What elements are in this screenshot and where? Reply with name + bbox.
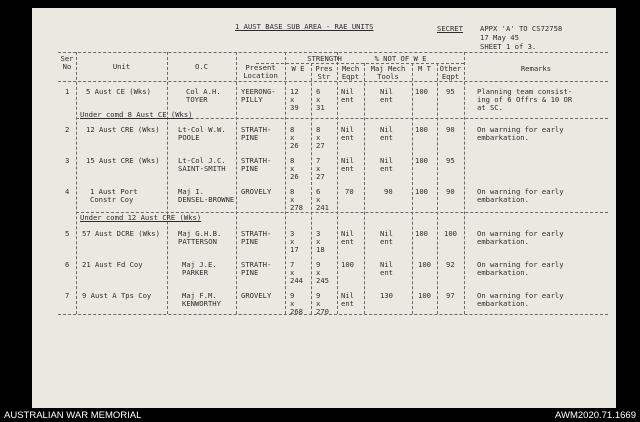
col-divider (76, 52, 77, 314)
cell-tools: Nil ent (380, 229, 393, 247)
cell-mt: 100 (418, 291, 431, 300)
cell-unit: 57 Aust DCRE (Wks) (82, 229, 160, 238)
cell-location: GROVELY (241, 291, 272, 300)
section-label: Under comd 8 Aust CE (Wks) (80, 110, 193, 119)
cell-ser: 5 (65, 229, 70, 238)
cell-unit: 9 Aust A Tps Coy (82, 291, 152, 300)
col-divider (167, 52, 168, 314)
header-remarks: Remarks (520, 64, 552, 73)
cell-unit: 15 Aust CRE (Wks) (86, 156, 160, 165)
col-divider (464, 52, 465, 314)
cell-tools: Nil ent (380, 87, 393, 105)
col-divider (285, 52, 286, 314)
cell-remarks: On warning for early embarkation. (477, 125, 564, 143)
cell-tools: Nil ent (380, 125, 393, 143)
cell-unit: 5 Aust CE (Wks) (86, 87, 151, 96)
col-divider (236, 52, 237, 314)
cell-oc: Lt-Col J.C. SAINT-SMITH (178, 156, 226, 174)
cell-location: STRATH- PINE (241, 156, 272, 174)
cell-mech: Nil ent (341, 229, 354, 247)
cell-location: GROVELY (241, 187, 272, 196)
header-unit: Unit (112, 62, 131, 71)
cell-pres: 8 x 27 (316, 125, 325, 151)
cell-mt: 100 (415, 87, 428, 96)
cell-oc: Maj G.H.B. PATTERSON (178, 229, 222, 247)
cell-remarks: On warning for early embarkation. (477, 260, 564, 278)
cell-ser: 6 (65, 260, 70, 269)
cell-ser: 7 (65, 291, 70, 300)
cell-oc: Maj J.E. PARKER (182, 260, 217, 278)
cell-mech: 100 (341, 260, 354, 269)
table-bottom-rule (58, 314, 608, 315)
cell-we: 8 x 26 (290, 125, 299, 151)
footer-institution: AUSTRALIAN WAR MEMORIAL (4, 410, 142, 421)
cell-mech: Nil ent (341, 125, 354, 143)
document-page (32, 8, 616, 408)
cell-tools: Nil ent (380, 156, 393, 174)
cell-oc: Lt-Col W.W. POOLE (178, 125, 226, 143)
cell-other: 90 (446, 125, 455, 134)
cell-location: YEERONG- PILLY (241, 87, 276, 105)
cell-tools: 130 (380, 291, 393, 300)
cell-other: 90 (446, 187, 455, 196)
cell-other: 100 (444, 229, 457, 238)
header-other-eqpt: Other Eqpt (439, 64, 462, 82)
header-maj-mech-tools: Maj Mech Tools (370, 64, 406, 82)
document-title: 1 AUST BASE SUB AREA - RAE UNITS (235, 22, 374, 31)
cell-location: STRATH- PINE (241, 229, 272, 247)
appendix-ref: APPX 'A' TO CS72758 (480, 24, 563, 33)
header-pct-we: % NOT OF W E (374, 54, 427, 63)
header-we: W E (291, 64, 305, 73)
col-divider (412, 63, 413, 314)
cell-we: 3 x 17 (290, 229, 299, 255)
cell-pres: 7 x 27 (316, 156, 325, 182)
cell-we: 7 x 244 (290, 260, 303, 286)
cell-pres: 3 x 18 (316, 229, 325, 255)
cell-mech: Nil ent (341, 156, 354, 174)
col-divider (311, 63, 312, 314)
cell-ser: 3 (65, 156, 70, 165)
cell-mt: 100 (415, 125, 428, 134)
header-location: Present Location (243, 63, 278, 81)
cell-tools: 90 (384, 187, 393, 196)
cell-mech: Nil ent (341, 291, 354, 309)
col-divider (437, 63, 438, 314)
cell-mt: 100 (415, 156, 428, 165)
cell-ser: 4 (65, 187, 70, 196)
cell-remarks: Planning team consist- ing of 6 Offrs & 10 OR at SC. (477, 87, 573, 113)
cell-unit: 12 Aust CRE (Wks) (86, 125, 160, 134)
cell-remarks: On warning for early embarkation. (477, 187, 564, 205)
cell-remarks: On warning for early embarkation. (477, 229, 564, 247)
cell-we: 12 x 39 (290, 87, 299, 113)
col-divider (364, 63, 365, 314)
cell-mt: 100 (415, 187, 428, 196)
header-strength: STRENGTH (307, 54, 342, 63)
cell-tools: Nil ent (380, 260, 393, 278)
cell-location: STRATH- PINE (241, 125, 272, 143)
footer-accession: AWM2020.71.1669 (555, 410, 636, 421)
cell-mech: Nil ent (341, 87, 354, 105)
col-divider (337, 52, 338, 314)
cell-ser: 1 (65, 87, 70, 96)
cell-mt: 100 (415, 229, 428, 238)
cell-unit: 21 Aust Fd Coy (82, 260, 143, 269)
cell-other: 92 (446, 260, 455, 269)
cell-location: STRATH- PINE (241, 260, 272, 278)
cell-pres: 6 x 31 (316, 87, 325, 113)
header-mech-eqpt: Mech Eqpt (341, 64, 360, 82)
cell-pres: 9 x 245 (316, 260, 329, 286)
table-top-rule (58, 52, 608, 53)
archive-footer (0, 408, 640, 422)
document-date: 17 May 45 (480, 33, 519, 42)
header-ser-no: Ser No (60, 54, 74, 72)
cell-ser: 2 (65, 125, 70, 134)
cell-unit: 1 Aust Port Constr Coy (90, 187, 138, 205)
header-oc: O.C (195, 62, 208, 71)
cell-we: 9 x 268 (290, 291, 303, 317)
cell-other: 95 (446, 87, 455, 96)
cell-mech: 70 (345, 187, 354, 196)
cell-pres: 9 x 270 (316, 291, 329, 317)
cell-we: 8 x 26 (290, 156, 299, 182)
cell-remarks: On warning for early embarkation. (477, 291, 564, 309)
sheet-number: SHEET 1 of 3. (480, 42, 537, 51)
cell-oc: Maj F.M. KENWORTHY (182, 291, 221, 309)
cell-we: 8 x 278 (290, 187, 303, 213)
cell-oc: Col A.H. TOYER (186, 87, 221, 105)
cell-other: 97 (446, 291, 455, 300)
cell-pres: 6 x 241 (316, 187, 329, 213)
header-pres-str: Pres Str (315, 64, 333, 82)
cell-oc: Maj I. DENSEL-BROWNE (178, 187, 235, 205)
section-label: Under comd 12 Aust CRE (Wks) (80, 213, 202, 222)
cell-other: 95 (446, 156, 455, 165)
header-mt: M T (418, 64, 431, 73)
secret-label: SECRET (437, 24, 463, 33)
cell-mt: 100 (418, 260, 431, 269)
